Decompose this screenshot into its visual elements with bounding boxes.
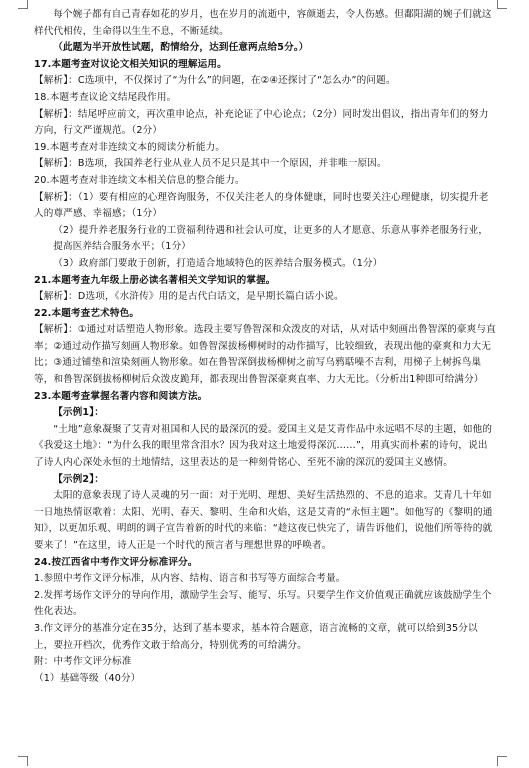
example-2-text: 太阳的意象表现了诗人灵魂的另一面：对于光明、理想、美好生活热烈的、不息的追求。艾青几十年如一日地热情讴歌着：太阳、光明、春天、黎明、生命和火焰，这是艾青的“永恒主题”。如他写的《黎明的通知》，以更加乐观、明朗的调子宣告着新的时代的来临：“趁这夜已快完了，请告诉他们，说他们所等待的就要来了！”在这里，诗人正是一个时代的预言者与理想世界的呼唤者。 (34, 490, 493, 551)
answer-key-text (34, 7, 496, 687)
analysis-20-point-2: （2）提升养老服务行业的工资福利待遇和社会认可度，让更多的人才愿意、乐意从事养老服务行业，提高医养结合服务水平；（1分） (53, 224, 489, 253)
rule-1: 1.参照中考作文评分标准，从内容、结构、语言和书写等方面综合考量。 (34, 573, 346, 585)
scoring-note: （此题为半开放性试题，酌情给分，达到任意两点给5分。） (53, 42, 309, 54)
question-heading-17: 17.本题考查对议论文相关知识的理解运用。 (34, 58, 227, 70)
crop-mark-top-right (497, 0, 507, 9)
basic-level-heading: （1）基础等级（40分） (34, 672, 141, 684)
question-heading-22: 22.本题考查艺术特色。 (34, 307, 140, 319)
analysis-18: 【解析】：结尾呼应前文，再次重申论点，补充论证了中心论点；（2分）同时发出倡议，指出青年们的努力方向，行文严谨规范。（2分） (34, 108, 489, 137)
question-heading-20: 20.本题考查对非连续文本相关信息的整合能力。 (34, 174, 245, 186)
analysis-22: 【解析】：①通过对话塑造人物形象。选段主要写鲁智深和众泼皮的对话，从对话中刻画出鲁智深的豪爽与直率；②通过动作描写刻画人物形象。如鲁智深拔杨柳树时的动作描写，比较细致，表现出他的豪爽和力大无比；③通过铺垫和渲染刻画人物形象。如在鲁智深倒拔杨柳树之前写乌鸦聒噪不吉利，用梯子上树拆鸟巢等，和鲁智深倒拔杨柳树后众泼皮跪拜，都表现出鲁智深豪爽直率、力大无比。（分析出1种即可给满分） (34, 324, 496, 386)
question-heading-24: 24.按江西省中考作文评分标准评分。 (34, 556, 198, 568)
paragraph: 每个婉子都有自己青春如花的岁月，也在岁月的流逝中，容颜逝去，令人伤感。但鄱阳湖的婉子们就这样代代相传，生命得以生生不息，不断延续。 (34, 9, 492, 37)
analysis-20-point-3: （3）政府部门要敢于创新，打造适合地域特色的医养结合服务模式。（1分） (53, 257, 383, 269)
example-1-text: “土地”意象凝聚了艾青对祖国和人民的最深沉的爱。爱国主义是艾青作品中永远唱不尽的主题，如他的《我爱这土地》：“为什么我的眼里常含泪水？因为我对这土地爱得深沉……”，用真实而朴素的诗句，说出了诗人内心深处永恒的土地情结，这里表达的是一种刻骨铭心、至死不渝的深沉的爱国主义感情。 (34, 423, 493, 469)
crop-mark-bottom-left (18, 756, 28, 766)
analysis-21: 【解析】：D选项，《水浒传》用的是古代白话文，是早期长篇白话小说。 (34, 291, 344, 303)
question-heading-21: 21.本题考查九年级上册必读名著相关文学知识的掌握。 (34, 274, 276, 286)
analysis-17: 【解析】：C选项中，不仅探讨了“为什么”的问题，在②④还探讨了“怎么办”的问题。 (34, 75, 396, 87)
crop-mark-top-left (18, 0, 28, 9)
rule-3: 3.作文评分的基准分定在35分，达到了基本要求，基本符合题意，语言流畅的文章，就可以给到35分以上，要拉开档次，优秀作文敢于给高分，特别优秀的可给满分。 (34, 622, 478, 651)
analysis-19: 【解析】：B选项，我国养老行业从业人员不足只是其中一个原因，并非唯一原因。 (34, 158, 387, 170)
analysis-20-point-1: 【解析】：（1）要有相应的心理咨询服务，不仅关注老人的身体健康，同时也要关注心理健康，切实提升老人的尊严感、幸福感；（1分） (34, 191, 489, 220)
question-heading-19: 19.本题考查对非连续文本的阅读分析能力。 (34, 141, 226, 153)
appendix-title: 附：中考作文评分标准 (34, 656, 132, 668)
example-1-label: 【示例1】： (53, 407, 104, 419)
rule-2: 2.发挥考场作文评分的导向作用，激励学生会写、能写、乐写。只要学生作文价值观正确就应该鼓励学生个性化表达。 (34, 589, 492, 618)
crop-mark-bottom-right (497, 756, 507, 766)
question-heading-23: 23.本题考查掌握名著内容和阅读方法。 (34, 390, 208, 402)
example-2-label: 【示例2】： (53, 473, 104, 485)
question-heading-18: 18.本题考查议论文结尾段作用。 (34, 91, 177, 103)
